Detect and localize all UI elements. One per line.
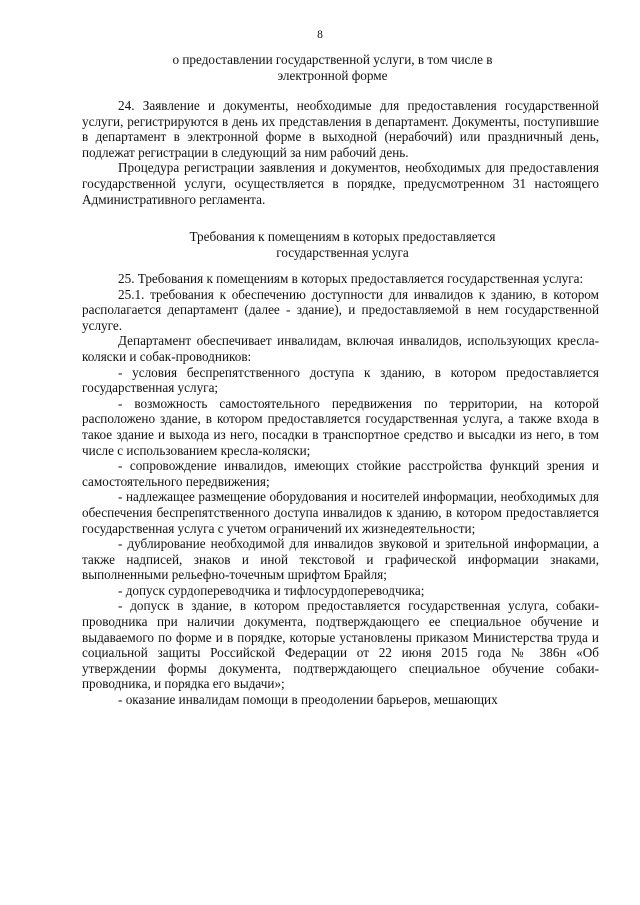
paragraph-24-text: 24. Заявление и документы, необходимые для предоставления государственной услуги, регистрируются в день их представления в департамент. Документы, поступившие в департамент в электронной форме в выходной (нерабочий) или праздничный день, подлежат регистрации в следующий за ним рабочий день. — [82, 98, 599, 160]
list-item: - возможность самостоятельного передвижения по территории, на которой расположено здание, в котором предоставляется государственная услуга, а также входа в такое здание и выхода из него, посадки в транспортное средство и высадки из него, в том числе с использованием кресла-коляски; — [82, 395, 599, 458]
list-item: - дублирование необходимой для инвалидов звуковой и зрительной информации, а также надписей, знаков и иной текстовой и графической информации знаками, выполненными рельефно-точечным шрифтом Брайля; — [82, 536, 599, 583]
list-item: - условия беспрепятственного доступа к зданию, в котором предоставляется государственная услуга; — [82, 364, 599, 396]
list-item: - допуск в здание, в котором предоставляется государственная услуга, собаки-проводника при наличии документа, подтверждающего ее специальное обучение и выдаваемого по форме и в порядке, которые установлены приказом Министерства труда и социальной защиты Российской Федерации от 22 июня 2015 года № 386н «Об утверждении формы документа, подтверждающего специальное обучение собаки-проводника, и порядка его выдачи»; — [82, 598, 599, 692]
paragraph-24-procedure: Процедура регистрации заявления и документов, необходимых для предоставления государственной услуги, осуществляется в порядке, предусмотренном 31 настоящего Административного регламента. — [82, 160, 599, 207]
list-item: - сопровождение инвалидов, имеющих стойкие расстройства функций зрения и самостоятельного передвижения; — [82, 458, 599, 489]
paragraph-department-text: Департамент обеспечивает инвалидам, включая инвалидов, использующих кресла-коляски и собак-проводников: — [82, 333, 599, 364]
list-item: - надлежащее размещение оборудования и носителей информации, необходимых для обеспечения беспрепятственного доступа инвалидов к зданию, в котором предоставляется государственная услуга с учетом ограничений их жизнедеятельности; — [82, 489, 599, 536]
paragraph-24 — [82, 98, 599, 207]
section-heading-top — [160, 52, 505, 83]
page-number: 8 — [317, 29, 323, 41]
list-item: - оказание инвалидам помощи в преодолении барьеров, мешающих — [118, 692, 498, 708]
paragraph-25-1-text: 25.1. требования к обеспечению доступности для инвалидов к зданию, в котором располагается департамент (далее - здание), и предоставляемой в нем государственной услуге. — [82, 286, 599, 333]
list-item: - допуск сурдопереводчика и тифлосурдопереводчика; — [118, 582, 425, 598]
paragraph-25-text: 25. Требования к помещениям в которых предоставляется государственная услуга: — [118, 271, 584, 286]
heading-top-text: о предоставлении государственной услуги, в том числе в электронной форме — [172, 52, 493, 83]
paragraph-25 — [82, 271, 599, 708]
section-heading-premises — [170, 229, 515, 260]
heading-premises-text: Требования к помещениям в которых предоставляется государственная услуга — [189, 229, 496, 260]
